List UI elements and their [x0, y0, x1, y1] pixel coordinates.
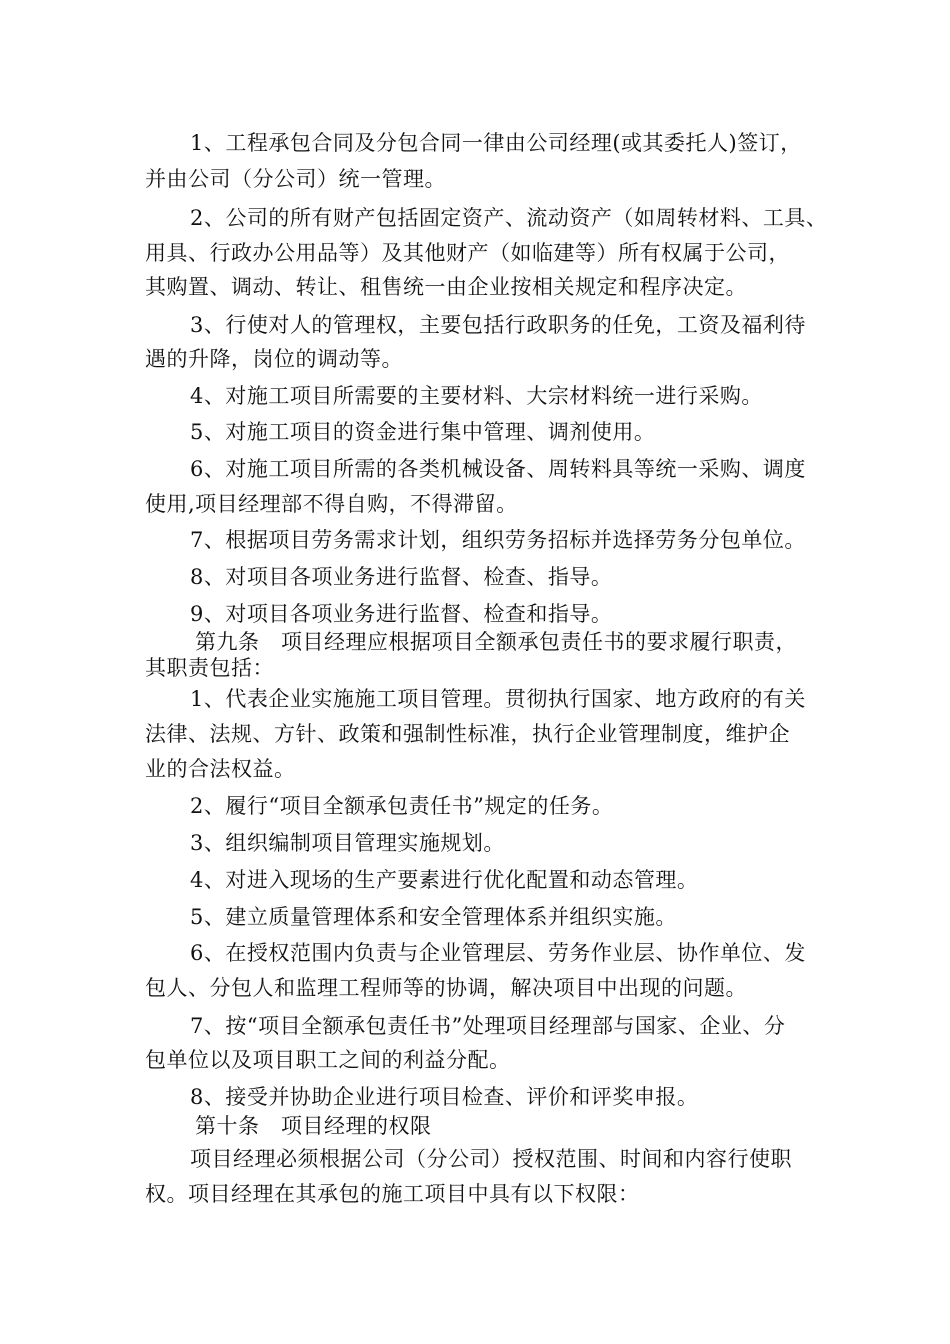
text-line: 5、对施工项目的资金进行集中管理、调剂使用。 [190, 420, 656, 444]
text-line: 使用,项目经理部不得自购，不得滞留。 [145, 492, 518, 516]
text-line: 6、对施工项目所需的各类机械设备、周转料具等统一采购、调度 [190, 457, 806, 481]
article-heading: 第九条 项目经理应根据项目全额承包责任书的要求履行职责， [195, 630, 797, 654]
text-line: 用具、行政办公用品等）及其他财产（如临建等）所有权属于公司， [145, 241, 790, 265]
text-line: 项目经理必须根据公司（分公司）授权范围、时间和内容行使职 [190, 1147, 792, 1171]
text-line: 1、工程承包合同及分包合同一律由公司经理(或其委托人)签订， [190, 131, 802, 155]
article-heading: 第十条 项目经理的权限 [195, 1114, 432, 1138]
text-line: 4、对进入现场的生产要素进行优化配置和动态管理。 [190, 868, 699, 892]
text-line: 权。项目经理在其承包的施工项目中具有以下权限： [145, 1182, 640, 1206]
text-line: 8、接受并协助企业进行项目检查、评价和评奖申报。 [190, 1085, 699, 1109]
text-line: 4、对施工项目所需要的主要材料、大宗材料统一进行采购。 [190, 384, 763, 408]
text-line: 业的合法权益。 [145, 757, 296, 781]
text-line: 其职责包括： [145, 656, 274, 680]
text-line: 5、建立质量管理体系和安全管理体系并组织实施。 [190, 905, 677, 929]
text-line: 法律、法规、方针、政策和强制性标准，执行企业管理制度，维护企 [145, 722, 790, 746]
text-line: 遇的升降，岗位的调动等。 [145, 347, 403, 371]
text-line: 7、根据项目劳务需求计划，组织劳务招标并选择劳务分包单位。 [190, 528, 806, 552]
text-line: 3、组织编制项目管理实施规划。 [190, 831, 505, 855]
text-line: 6、在授权范围内负责与企业管理层、劳务作业层、协作单位、发 [190, 941, 806, 965]
text-line: 其购置、调动、转让、租售统一由企业按相关规定和程序决定。 [145, 275, 747, 299]
text-line: 8、对项目各项业务进行监督、检查、指导。 [190, 565, 613, 589]
text-line: 包人、分包人和监理工程师等的协调，解决项目中出现的问题。 [145, 976, 747, 1000]
text-line: 7、按“项目全额承包责任书”处理项目经理部与国家、企业、分 [190, 1014, 786, 1038]
text-line: 2、公司的所有财产包括固定资产、流动资产（如周转材料、工具、 [190, 206, 828, 230]
text-line: 包单位以及项目职工之间的利益分配。 [145, 1048, 511, 1072]
text-line: 2、履行“项目全额承包责任书”规定的任务。 [190, 794, 614, 818]
text-line: 9、对项目各项业务进行监督、检查和指导。 [190, 602, 613, 626]
text-line: 3、行使对人的管理权，主要包括行政职务的任免，工资及福利待 [190, 313, 806, 337]
text-line: 并由公司（分公司）统一管理。 [145, 167, 446, 191]
text-line: 1、代表企业实施施工项目管理。贯彻执行国家、地方政府的有关 [190, 687, 806, 711]
